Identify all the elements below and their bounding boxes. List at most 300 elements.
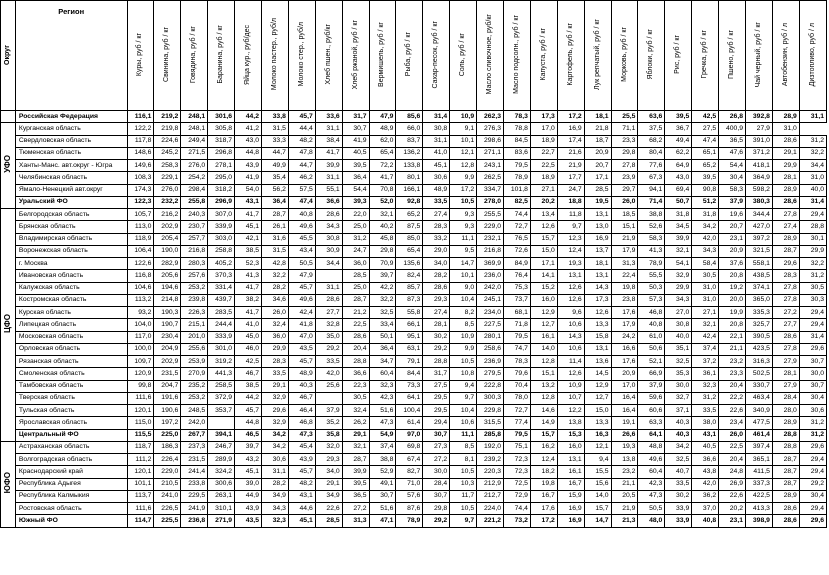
price-cell: 31,2	[692, 392, 719, 404]
price-cell: 76,5	[504, 233, 531, 245]
price-cell: 117,0	[127, 331, 154, 343]
price-cell: 219,2	[154, 111, 181, 123]
price-cell: 72,5	[504, 478, 531, 490]
price-cell: 49,9	[261, 160, 288, 172]
price-cell: 28,8	[423, 356, 450, 368]
price-cell: 61,4	[396, 417, 423, 429]
price-cell: 44,6	[288, 503, 315, 515]
price-cell: 24,7	[342, 245, 369, 257]
price-cell: 42,2	[369, 282, 396, 294]
price-cell: 28,6	[772, 515, 799, 527]
price-cell: 114,7	[127, 515, 154, 527]
price-cell: 87,6	[396, 503, 423, 515]
price-cell: 229,0	[154, 466, 181, 478]
price-cell: 15,7	[530, 429, 557, 441]
price-cell: 222,8	[477, 380, 504, 392]
price-cell: 32,1	[665, 245, 692, 257]
price-cell: 15,6	[584, 478, 611, 490]
price-cell: 32,0	[315, 441, 342, 453]
region-row	[1, 160, 827, 172]
price-cell: 28,1	[772, 368, 799, 380]
price-cell: 245,2	[154, 147, 181, 159]
price-cell: 46,4	[288, 405, 315, 417]
price-cell: 16,0	[557, 441, 584, 453]
price-cell: 13,1	[584, 343, 611, 355]
price-cell: 17,0	[611, 380, 638, 392]
price-cell: 45,1	[235, 466, 262, 478]
price-cell: 30,7	[423, 490, 450, 502]
price-cell: 40,8	[692, 515, 719, 527]
price-cell: 22,2	[719, 392, 746, 404]
price-cell: 300,6	[208, 478, 235, 490]
price-cell: 44,2	[235, 111, 262, 123]
price-cell: 36,6	[342, 368, 369, 380]
price-cell: 289,9	[208, 454, 235, 466]
price-cell: 29,9	[772, 160, 799, 172]
price-cell: 55,8	[396, 307, 423, 319]
price-cell: 71,8	[504, 319, 531, 331]
price-cell: 30,8	[315, 233, 342, 245]
price-cell: 41,3	[235, 270, 262, 282]
column-header-label: Пшено, руб / кг	[728, 29, 736, 80]
price-cell: 14,7	[450, 258, 477, 270]
price-cell: 17,1	[584, 172, 611, 184]
price-cell: 20,4	[719, 380, 746, 392]
price-cell: 21,8	[584, 123, 611, 135]
price-cell: 49,6	[288, 221, 315, 233]
price-cell: 31,1	[315, 282, 342, 294]
price-cell: 321,5	[746, 245, 773, 257]
price-cell: 28,6	[315, 294, 342, 306]
price-cell: 298,6	[477, 135, 504, 147]
price-cell: 227,5	[477, 319, 504, 331]
price-cell: 17,6	[530, 503, 557, 515]
price-cell: 391,0	[746, 135, 773, 147]
column-header-label: Молоко стер., руб/л	[297, 22, 305, 87]
region-name: Тульская область	[15, 405, 127, 417]
price-cell: 15,7	[584, 503, 611, 515]
price-cell: 12,2	[557, 405, 584, 417]
column-header-label: Рыба, руб / кг	[405, 32, 413, 77]
price-cell: 35,0	[315, 331, 342, 343]
price-cell: 44,2	[235, 392, 262, 404]
price-cell: 34,5	[665, 221, 692, 233]
price-cell: 232,2	[154, 196, 181, 208]
price-cell: 109,7	[127, 356, 154, 368]
region-row	[1, 172, 827, 184]
okrug-total-row	[1, 429, 827, 441]
price-cell: 39,7	[235, 441, 262, 453]
region-name: Ямало-Ненецкий авт.округ	[15, 184, 127, 196]
price-cell: 28,6	[423, 282, 450, 294]
price-cell: 149,6	[127, 160, 154, 172]
price-cell: 27,3	[423, 441, 450, 453]
okrug-label: ЦФО	[2, 313, 12, 333]
okrug-label-cell	[1, 209, 16, 442]
price-cell: 33,5	[315, 356, 342, 368]
price-cell: 55,1	[315, 184, 342, 196]
region-name: Республика Адыгея	[15, 478, 127, 490]
price-cell: 45,7	[288, 466, 315, 478]
price-cell: 34,7	[369, 356, 396, 368]
column-header-label: Соль, руб / кг	[459, 32, 467, 77]
price-cell: 30,7	[799, 356, 826, 368]
price-cell: 190,3	[154, 307, 181, 319]
price-cell: 113,2	[127, 294, 154, 306]
price-cell: 28,0	[772, 405, 799, 417]
price-cell: 21,2	[342, 307, 369, 319]
price-cell: 46,8	[638, 307, 665, 319]
price-cell: 31,0	[799, 172, 826, 184]
price-cell: 29,4	[799, 307, 826, 319]
price-cell: 45,4	[288, 441, 315, 453]
price-cell: 233,8	[181, 478, 208, 490]
column-header	[154, 1, 181, 111]
price-cell: 27,5	[423, 380, 450, 392]
price-cell: 29,6	[772, 258, 799, 270]
price-cell: 34,4	[315, 258, 342, 270]
price-cell: 31,2	[799, 417, 826, 429]
price-cell: 502,5	[746, 368, 773, 380]
price-cell: 186,3	[154, 441, 181, 453]
price-cell: 30,8	[665, 319, 692, 331]
price-cell: 41,2	[235, 123, 262, 135]
price-cell: 166,1	[396, 184, 423, 196]
price-cell: 10,3	[450, 478, 477, 490]
price-cell: 46,0	[235, 343, 262, 355]
price-cell: 10,5	[450, 356, 477, 368]
price-cell: 27,8	[611, 160, 638, 172]
price-cell: 9,3	[450, 209, 477, 221]
price-cell: 10,6	[450, 417, 477, 429]
price-cell: 40,3	[665, 417, 692, 429]
price-cell: 82,5	[504, 196, 531, 208]
price-cell: 242,0	[181, 417, 208, 429]
price-cell: 19,3	[557, 258, 584, 270]
price-cell: 30,3	[799, 294, 826, 306]
price-cell: 20,8	[719, 270, 746, 282]
price-cell: 12,6	[557, 294, 584, 306]
price-cell: 267,7	[181, 429, 208, 441]
price-cell: 28,7	[342, 294, 369, 306]
price-cell: 325,7	[746, 319, 773, 331]
price-cell: 41,7	[235, 282, 262, 294]
price-cell: 31,8	[692, 209, 719, 221]
price-cell: 22,5	[719, 441, 746, 453]
price-cell: 31,1	[423, 135, 450, 147]
okrug-total-row	[1, 196, 827, 208]
price-cell: 12,8	[450, 160, 477, 172]
price-cell: 9,5	[450, 245, 477, 257]
region-row	[1, 368, 827, 380]
price-cell: 12,7	[584, 392, 611, 404]
region-row	[1, 258, 827, 270]
price-cell: 37,5	[638, 123, 665, 135]
price-cell: 10,1	[450, 135, 477, 147]
price-cell: 9,9	[450, 172, 477, 184]
price-cell: 120,1	[127, 405, 154, 417]
price-cell: 330,7	[746, 380, 773, 392]
price-cell: 39,5	[342, 478, 369, 490]
price-cell: 241,4	[181, 466, 208, 478]
price-cell: 37,0	[692, 503, 719, 515]
price-cell: 25,5	[611, 111, 638, 123]
price-cell: 78,8	[504, 123, 531, 135]
price-cell: 17,2	[530, 515, 557, 527]
price-cell: 37,1	[665, 405, 692, 417]
region-row	[1, 343, 827, 355]
price-cell: 10,5	[450, 466, 477, 478]
price-cell: 344,4	[746, 209, 773, 221]
price-cell: 20,5	[611, 490, 638, 502]
price-cell: 74,4	[504, 209, 531, 221]
column-header	[477, 1, 504, 111]
price-cell: 28,6	[772, 196, 799, 208]
price-cell: 17,3	[530, 111, 557, 123]
column-header	[396, 1, 423, 111]
price-cell: 54,1	[665, 258, 692, 270]
price-cell: 64,9	[665, 160, 692, 172]
price-cell: 38,8	[638, 209, 665, 221]
price-cell: 36,2	[692, 490, 719, 502]
price-cell: 31,7	[342, 111, 369, 123]
price-cell: 12,9	[530, 307, 557, 319]
price-cell: 394,1	[208, 429, 235, 441]
price-cell: 105,7	[127, 209, 154, 221]
price-cell: 16,6	[611, 343, 638, 355]
price-cell: 28,8	[799, 221, 826, 233]
price-cell: 42,4	[692, 331, 719, 343]
price-cell: 106,4	[127, 245, 154, 257]
price-cell: 31,1	[315, 123, 342, 135]
price-cell: 47,4	[692, 135, 719, 147]
column-header	[584, 1, 611, 111]
column-header	[557, 1, 584, 111]
price-cell: 71,1	[611, 123, 638, 135]
price-cell: 49,6	[638, 454, 665, 466]
price-cell: 93,2	[127, 307, 154, 319]
price-cell: 28,7	[772, 478, 799, 490]
price-cell: 32,3	[369, 380, 396, 392]
price-cell: 13,1	[584, 270, 611, 282]
price-cell: 92,8	[396, 196, 423, 208]
price-cell: 14,1	[530, 270, 557, 282]
price-cell: 43,5	[235, 515, 262, 527]
price-cell: 237,3	[181, 441, 208, 453]
price-cell: 120,1	[127, 466, 154, 478]
price-cell: 10,9	[557, 380, 584, 392]
column-header-label: Автобензин, руб / л	[781, 22, 789, 87]
region-name: Центральный ФО	[15, 429, 127, 441]
price-cell: 23,2	[719, 356, 746, 368]
region-row	[1, 503, 827, 515]
price-cell: 463,4	[746, 392, 773, 404]
region-row	[1, 233, 827, 245]
price-cell: 136,2	[396, 147, 423, 159]
price-cell: 31,2	[342, 233, 369, 245]
price-cell: 271,5	[181, 147, 208, 159]
price-cell: 253,2	[181, 282, 208, 294]
price-cell: 41,9	[235, 172, 262, 184]
price-cell: 418,1	[746, 160, 773, 172]
price-cell: 43,2	[235, 454, 262, 466]
price-cell: 26,0	[611, 196, 638, 208]
price-cell: 36,4	[342, 172, 369, 184]
price-cell: 50,7	[665, 196, 692, 208]
price-cell: 204,9	[154, 343, 181, 355]
price-cell: 31,3	[611, 258, 638, 270]
price-cell: 41,3	[638, 245, 665, 257]
price-cell: 60,6	[638, 405, 665, 417]
price-cell: 11,1	[450, 233, 477, 245]
price-cell: 27,2	[423, 454, 450, 466]
price-cell: 236,8	[181, 515, 208, 527]
price-cell: 32,1	[692, 319, 719, 331]
price-cell: 38,5	[235, 245, 262, 257]
price-cell: 300,3	[477, 392, 504, 404]
price-cell: 210,5	[154, 478, 181, 490]
price-cell: 174,3	[127, 184, 154, 196]
price-cell: 39,5	[665, 111, 692, 123]
price-cell: 111,2	[127, 454, 154, 466]
price-cell: 13,7	[584, 245, 611, 257]
price-cell: 33,5	[423, 196, 450, 208]
price-cell: 20,9	[611, 368, 638, 380]
price-cell: 11,7	[450, 490, 477, 502]
price-cell: 427,0	[746, 221, 773, 233]
price-cell: 245,1	[477, 294, 504, 306]
price-cell: 19,8	[530, 478, 557, 490]
price-cell: 28,6	[772, 135, 799, 147]
price-cell: 49,6	[288, 294, 315, 306]
price-cell: 84,9	[504, 258, 531, 270]
price-cell: 78,9	[396, 515, 423, 527]
price-cell: 224,0	[477, 503, 504, 515]
price-cell: 48,9	[423, 184, 450, 196]
region-name: Владимирская область	[15, 233, 127, 245]
price-cell: 315,5	[477, 417, 504, 429]
price-cell: 44,4	[288, 123, 315, 135]
price-cell: 34,0	[315, 466, 342, 478]
region-name: Тверская область	[15, 392, 127, 404]
price-cell: 41,7	[235, 307, 262, 319]
price-cell: 40,0	[799, 184, 826, 196]
price-cell: 190,6	[154, 405, 181, 417]
price-cell: 66,9	[638, 368, 665, 380]
price-cell: 271,1	[477, 147, 504, 159]
price-cell: 29,2	[799, 478, 826, 490]
price-cell: 12,7	[530, 319, 557, 331]
price-cell: 28,2	[261, 282, 288, 294]
price-cell: 74,4	[504, 503, 531, 515]
column-header-label: Морковь, руб / кг	[620, 27, 628, 82]
price-cell: 52,6	[638, 221, 665, 233]
column-header	[665, 1, 692, 111]
price-cell: 54,9	[369, 429, 396, 441]
price-cell: 34,3	[315, 221, 342, 233]
price-cell: 28,2	[261, 478, 288, 490]
price-cell: 38,0	[692, 417, 719, 429]
price-cell: 21,9	[611, 503, 638, 515]
price-cell: 316,3	[746, 356, 773, 368]
price-cell: 42,0	[692, 233, 719, 245]
price-cell: 34,3	[665, 294, 692, 306]
price-cell: 30,2	[423, 331, 450, 343]
price-cell: 411,5	[746, 466, 773, 478]
price-cell: 15,0	[584, 405, 611, 417]
price-cell: 21,9	[611, 233, 638, 245]
price-cell: 39,9	[665, 233, 692, 245]
price-cell: 17,1	[530, 258, 557, 270]
price-cell: 43,4	[288, 245, 315, 257]
price-cell: 30,6	[423, 172, 450, 184]
price-cell: 35,8	[315, 429, 342, 441]
price-cell: 295,0	[208, 172, 235, 184]
price-cell: 33,3	[261, 135, 288, 147]
price-cell: 77,6	[638, 160, 665, 172]
price-cell: 29,2	[423, 515, 450, 527]
price-cell: 30,6	[261, 454, 288, 466]
region-name: Ярославская область	[15, 417, 127, 429]
price-cell: 38,5	[235, 380, 262, 392]
price-cell: 78,3	[504, 356, 531, 368]
price-cell: 18,8	[557, 196, 584, 208]
price-cell: 9,6	[557, 307, 584, 319]
price-cell: 23,3	[611, 135, 638, 147]
price-cell: 29,0	[423, 245, 450, 257]
price-cell: 43,1	[288, 490, 315, 502]
price-cell: 40,2	[369, 221, 396, 233]
price-cell: 27,8	[772, 294, 799, 306]
price-cell: 46,8	[288, 417, 315, 429]
price-cell: 29,1	[315, 478, 342, 490]
price-cell: 38,4	[315, 135, 342, 147]
price-cell: 42,5	[692, 111, 719, 123]
price-cell: 29,8	[369, 245, 396, 257]
price-cell: 44,8	[235, 417, 262, 429]
price-cell: 29,1	[772, 147, 799, 159]
price-cell: 42,3	[369, 392, 396, 404]
price-cell: 225,5	[154, 515, 181, 527]
price-cell: 49,4	[665, 135, 692, 147]
region-name: Липецкая область	[15, 319, 127, 331]
price-cell: 16,1	[530, 331, 557, 343]
price-cell: 231,5	[181, 454, 208, 466]
price-cell: 94,1	[638, 184, 665, 196]
price-cell: 28,2	[423, 270, 450, 282]
price-cell: 30,7	[342, 123, 369, 135]
column-header	[719, 1, 746, 111]
price-cell: 229,1	[154, 172, 181, 184]
okrug-label-cell	[1, 441, 16, 527]
price-cell: 41,0	[423, 147, 450, 159]
price-cell: 64,1	[638, 429, 665, 441]
column-header-label: Говядина, руб / кг	[190, 25, 198, 84]
region-row	[1, 405, 827, 417]
price-cell: 257,6	[181, 270, 208, 282]
price-cell: 117,8	[127, 135, 154, 147]
price-cell: 30,7	[423, 429, 450, 441]
price-cell: 13,6	[584, 356, 611, 368]
price-cell: 324,2	[208, 466, 235, 478]
price-cell: 369,9	[477, 258, 504, 270]
price-cell: 29,1	[342, 429, 369, 441]
price-cell: 31,3	[342, 515, 369, 527]
region-name: Курганская область	[15, 123, 127, 135]
price-cell: 72,6	[504, 245, 531, 257]
price-cell: 10,9	[450, 331, 477, 343]
region-name: Ростовская область	[15, 503, 127, 515]
